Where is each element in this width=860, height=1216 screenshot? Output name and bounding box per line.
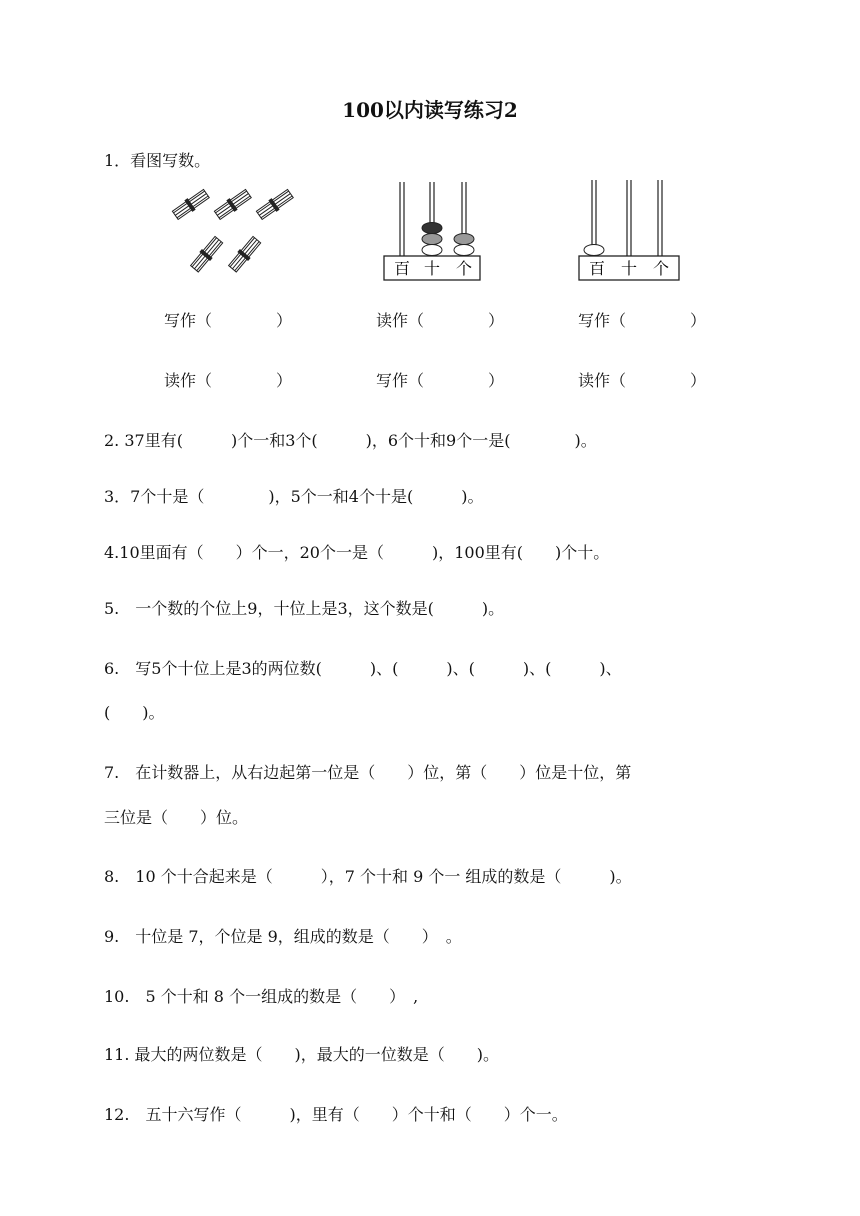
- stick-bundles-figure: [170, 185, 310, 285]
- abacus-label-ones: 个: [652, 259, 670, 278]
- question-10: 10. 5 个十和 8 个一组成的数是（ ） ,: [104, 987, 419, 1006]
- abacus-label-hundreds: 百: [393, 259, 411, 278]
- page-title: 100以内读写练习2: [342, 98, 518, 122]
- question-6-cont: ( )。: [104, 703, 165, 722]
- bead: [454, 245, 474, 256]
- bundle-5: [227, 235, 262, 273]
- bundle-2: [213, 188, 252, 221]
- q1-row1-col2: 读作（ ）: [376, 311, 505, 330]
- q1-row1-col3: 写作（ ）: [578, 311, 707, 330]
- question-6: 6. 写5个十位上是3的两位数( )、( )、( )、( )、: [104, 659, 622, 678]
- bundle-3: [255, 188, 294, 221]
- question-3: 3．7个十是（ )，5个一和4个十是( )。: [104, 487, 484, 506]
- question-12: 12. 五十六写作（ )，里有（ ）个十和（ ）个一。: [104, 1105, 568, 1124]
- question-11: 11. 最大的两位数是（ )，最大的一位数是（ )。: [104, 1045, 500, 1064]
- question-5: 5. 一个数的个位上9，十位上是3，这个数是( )。: [104, 599, 505, 618]
- question-2: 2. 37里有( )个一和3个( )，6个十和9个一是( )。: [104, 431, 597, 450]
- bead: [422, 245, 442, 256]
- bundle-4: [189, 235, 224, 273]
- question-7: 7. 在计数器上，从右边起第一位是（ ）位，第（ ）位是十位，第: [104, 763, 632, 782]
- q1-row1-col1: 写作（ ）: [164, 311, 293, 330]
- question-1-heading: 1．看图写数。: [104, 151, 211, 170]
- question-9: 9. 十位是 7，个位是 9，组成的数是（ ） 。: [104, 927, 462, 946]
- q1-row2-col1: 读作（ ）: [164, 371, 293, 390]
- abacus-figure-a: [383, 182, 483, 286]
- q1-row2-col2: 写作（ ）: [376, 371, 505, 390]
- question-4: 4.10里面有（ ）个一，20个一是（ )，100里有( )个十。: [104, 543, 610, 562]
- abacus-label-ones: 个: [455, 259, 473, 278]
- question-8: 8. 10 个十合起来是（ ），7 个十和 9 个一 组成的数是（ )。: [104, 867, 632, 886]
- question-7-cont: 三位是（ ）位。: [104, 808, 249, 827]
- q1-row2-col3: 读作（ ）: [578, 371, 707, 390]
- bead: [422, 234, 442, 245]
- abacus-label-hundreds: 百: [588, 259, 606, 278]
- bead: [454, 234, 474, 245]
- abacus-label-tens: 十: [620, 259, 638, 278]
- abacus-figure-b: [578, 180, 682, 286]
- bundle-1: [171, 188, 210, 221]
- abacus-label-tens: 十: [423, 259, 441, 278]
- bead: [422, 223, 442, 234]
- bead: [584, 245, 604, 256]
